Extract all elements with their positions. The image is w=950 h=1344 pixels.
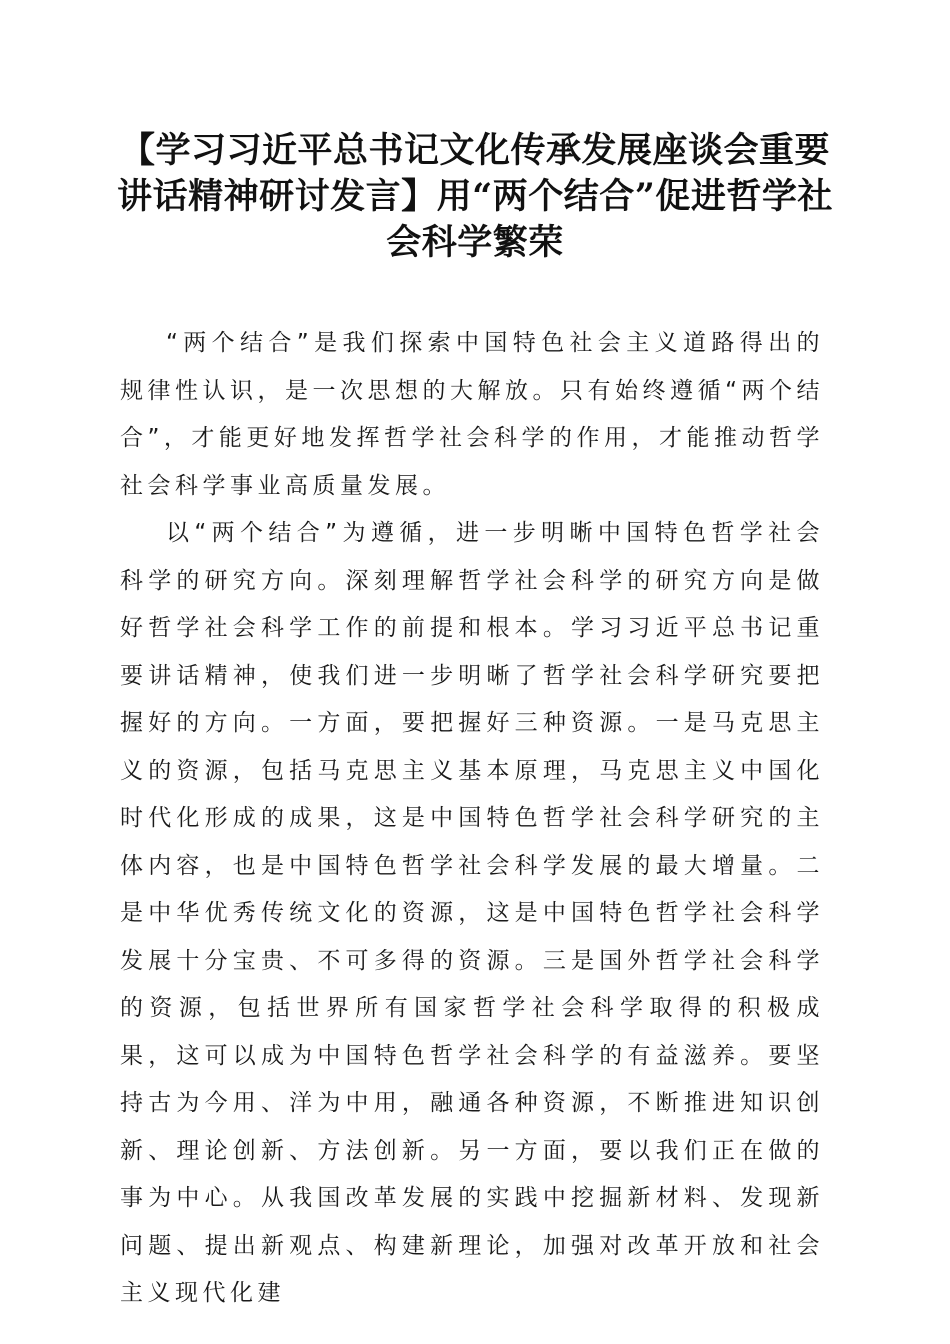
paragraph-2: 以“两个结合”为遵循，进一步明晰中国特色哲学社会科学的研究方向。深刻理解哲学社会科学的研究方向是做好哲学社会科学工作的前提和根本。学习习近平总书记重要讲话精神，使我们进一步明晰了哲学社会科学研究要把握好的方向。一方面，要把握好三种资源。一是马克思主义的资源，包括马克思主义基本原理，马克思主义中国化时代化形成的成果，这是中国特色哲学社会科学研究的主体内容，也是中国特色哲学社会科学发展的最大增量。二是中华优秀传统文化的资源，这是中国特色哲学社会科学发展十分宝贵、不可多得的资源。三是国外哲学社会科学的资源，包括世界所有国家哲学社会科学取得的积极成果，这可以成为中国特色哲学社会科学的有益滋养。要坚持古为今用、洋为中用，融通各种资源，不断推进知识创新、理论创新、方法创新。另一方面，要以我们正在做的事为中心。从我国改革发展的实践中挖掘新材料、发现新问题、提出新观点、构建新理论，加强对改革开放和社会主义现代化建	[120, 520, 824, 1306]
document-title: 【学习习近平总书记文化传承发展座谈会重要讲话精神研讨发言】用“两个结合”促进哲学社会科学繁荣	[117, 130, 833, 263]
document-body	[120, 320, 824, 1318]
paragraph-1: “两个结合”是我们探索中国特色社会主义道路得出的规律性认识，是一次思想的大解放。只有始终遵循“两个结合”，才能更好地发挥哲学社会科学的作用，才能推动哲学社会科学事业高质量发展。	[120, 330, 824, 499]
